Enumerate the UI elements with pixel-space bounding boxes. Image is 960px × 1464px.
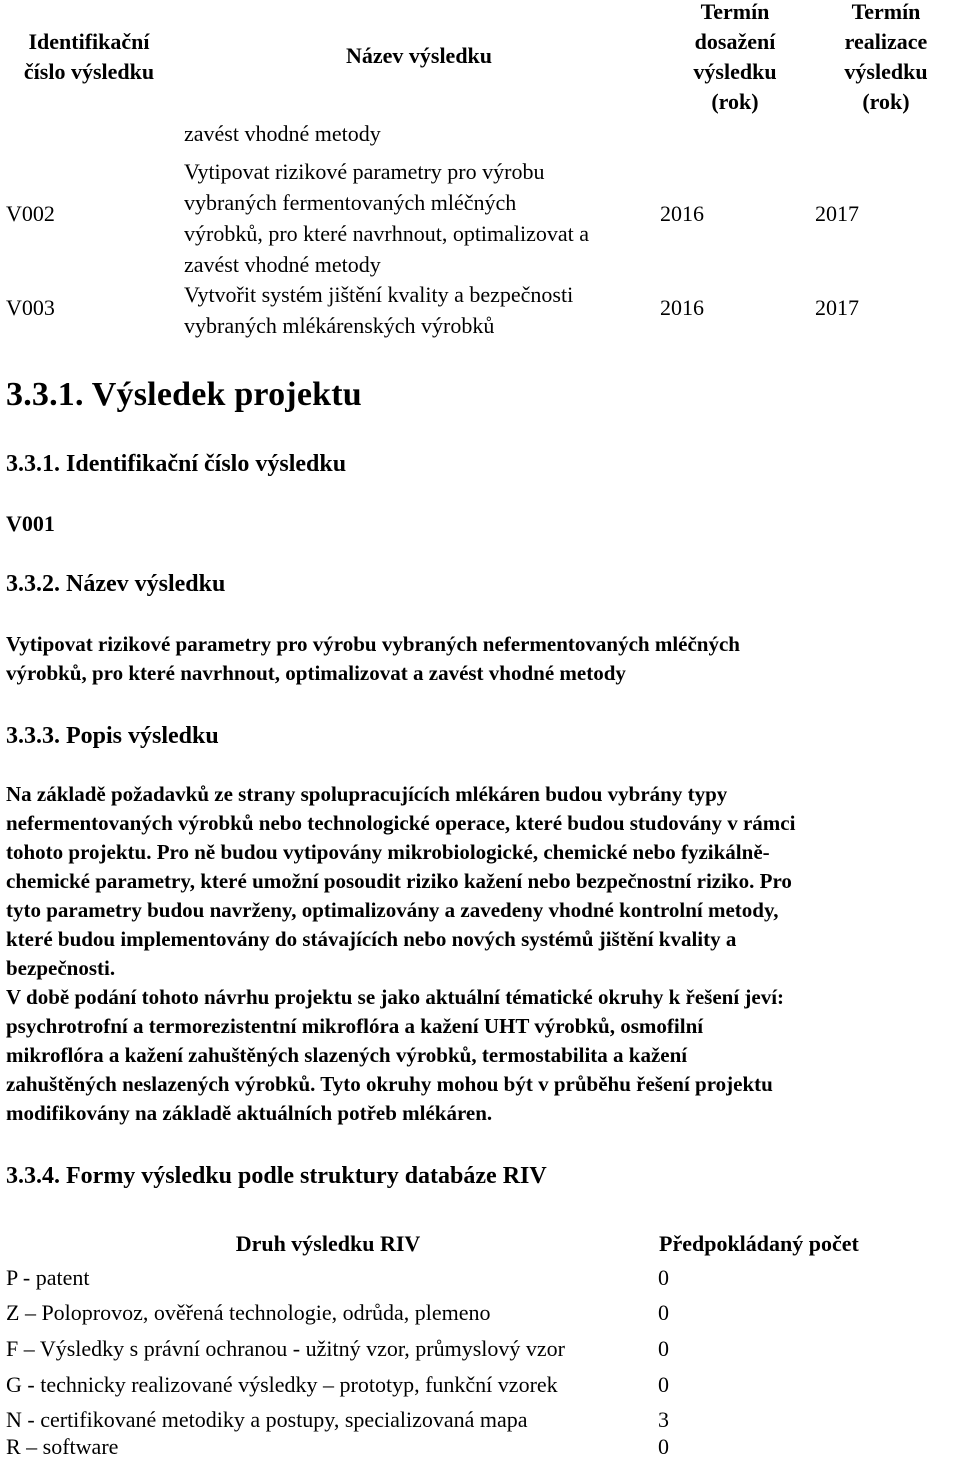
riv-row: [6, 1331, 906, 1366]
header-achieve: [660, 0, 810, 117]
desc-heading: 3.3.3. Popis výsledku: [6, 723, 219, 749]
riv-type: G - technicky realizované výsledky – prototyp, funkční vzorek: [6, 1372, 558, 1397]
header-realize-line: Termín: [851, 0, 921, 24]
name-heading: 3.3.2. Název výsledku: [6, 571, 226, 597]
header-achieve-line: dosažení: [694, 29, 776, 54]
header-achieve-line: výsledku: [693, 59, 777, 84]
desc-text: [6, 780, 956, 1128]
id-value: V001: [6, 511, 55, 536]
riv-header-type: Druh výsledku RIV: [235, 1231, 421, 1256]
row-achieve-year: 2016: [660, 201, 704, 226]
header-achieve-line: Termín: [700, 0, 770, 24]
header-realize: [812, 0, 960, 117]
row-realize-year: 2017: [815, 201, 859, 226]
riv-row: [6, 1260, 906, 1295]
riv-type: R – software: [6, 1434, 119, 1459]
row-id: V003: [6, 295, 55, 320]
row-name-line: zavést vhodné metody: [184, 252, 381, 277]
riv-count: 0: [658, 1372, 669, 1397]
section-title: 3.3.1. Výsledek projektu: [6, 376, 362, 413]
riv-count: 0: [658, 1336, 669, 1361]
desc-text-line: zahuštěných neslazených výrobků. Tyto okruhy mohou být v průběhu řešení projektu: [6, 1072, 773, 1096]
riv-header-count: Předpokládaný počet: [659, 1231, 859, 1256]
id-heading: 3.3.1. Identifikační číslo výsledku: [6, 451, 347, 477]
desc-text-line: Na základě požadavků ze strany spolupracujících mlékáren budou vybrány typy: [6, 782, 728, 806]
desc-text-line: mikroflóra a kažení zahuštěných slazených výrobků, termostabilita a kažení: [6, 1043, 688, 1067]
header-realize-line: realizace: [844, 29, 928, 54]
header-id: [0, 27, 178, 87]
desc-text-line: modifikovány na základě aktuálních potřeb mlékáren.: [6, 1101, 493, 1125]
row-name-line: vybraných fermentovaných mléčných: [184, 190, 517, 215]
header-name: Název výsledku: [345, 43, 493, 68]
row-realize-year: 2017: [815, 295, 859, 320]
name-text-line: výrobků, pro které navrhnout, optimalizovat a zavést vhodné metody: [6, 661, 626, 685]
riv-type: P - patent: [6, 1265, 90, 1290]
row-name: [184, 156, 654, 280]
desc-text-line: které budou implementovány do stávajících nebo nových systémů jištění kvality a: [6, 927, 737, 951]
name-text-line: Vytipovat rizikové parametry pro výrobu vybraných nefermentovaných mléčných: [6, 632, 740, 656]
desc-text-line: bezpečnosti.: [6, 956, 116, 980]
header-id-line: číslo výsledku: [23, 59, 155, 84]
riv-row: [6, 1367, 906, 1402]
header-realize-line: výsledku: [844, 59, 928, 84]
desc-text-line: tyto parametry budou navrženy, optimalizovány a zavedeny vhodné kontrolní metody,: [6, 898, 779, 922]
header-id-line: Identifikační: [28, 29, 150, 54]
desc-text-line: nefermentovaných výrobků nebo technologické operace, které budou studovány v rámci: [6, 811, 796, 835]
header-achieve-line: (rok): [711, 89, 759, 114]
continued-cell-text: zavést vhodné metody: [184, 121, 381, 146]
riv-row: [6, 1429, 906, 1464]
riv-count: 0: [658, 1434, 669, 1459]
riv-count: 0: [658, 1265, 669, 1290]
desc-text-line: tohoto projektu. Pro ně budou vytipovány mikrobiologické, chemické nebo fyzikálně-: [6, 840, 770, 864]
name-text: [6, 630, 956, 688]
forms-heading: 3.3.4. Formy výsledku podle struktury databáze RIV: [6, 1163, 547, 1189]
riv-type: Z – Poloprovoz, ověřená technologie, odrůda, plemeno: [6, 1300, 491, 1325]
header-realize-line: (rok): [862, 89, 910, 114]
row-name: [184, 279, 654, 341]
desc-text-line: chemické parametry, které umožní posoudit riziko kažení nebo bezpečnostní riziko. Pro: [6, 869, 792, 893]
desc-text-line: psychrotrofní a termorezistentní mikroflóra a kažení UHT výrobků, osmofilní: [6, 1014, 704, 1038]
row-name-line: Vytipovat rizikové parametry pro výrobu: [184, 159, 545, 184]
riv-type: N - certifikované metodiky a postupy, specializovaná mapa: [6, 1407, 528, 1432]
row-name-line: výrobků, pro které navrhnout, optimalizovat a: [184, 221, 590, 246]
riv-type: F – Výsledky s právní ochranou - užitný vzor, průmyslový vzor: [6, 1336, 566, 1361]
row-name-line: vybraných mlékárenských výrobků: [184, 313, 495, 338]
riv-row: [6, 1295, 906, 1330]
row-name-line: Vytvořit systém jištění kvality a bezpečnosti: [184, 282, 574, 307]
row-id: V002: [6, 201, 55, 226]
desc-text-line: V době podání tohoto návrhu projektu se jako aktuální tématické okruhy k řešení jeví:: [6, 985, 785, 1009]
riv-count: 3: [658, 1407, 669, 1432]
riv-count: 0: [658, 1300, 669, 1325]
row-achieve-year: 2016: [660, 295, 704, 320]
